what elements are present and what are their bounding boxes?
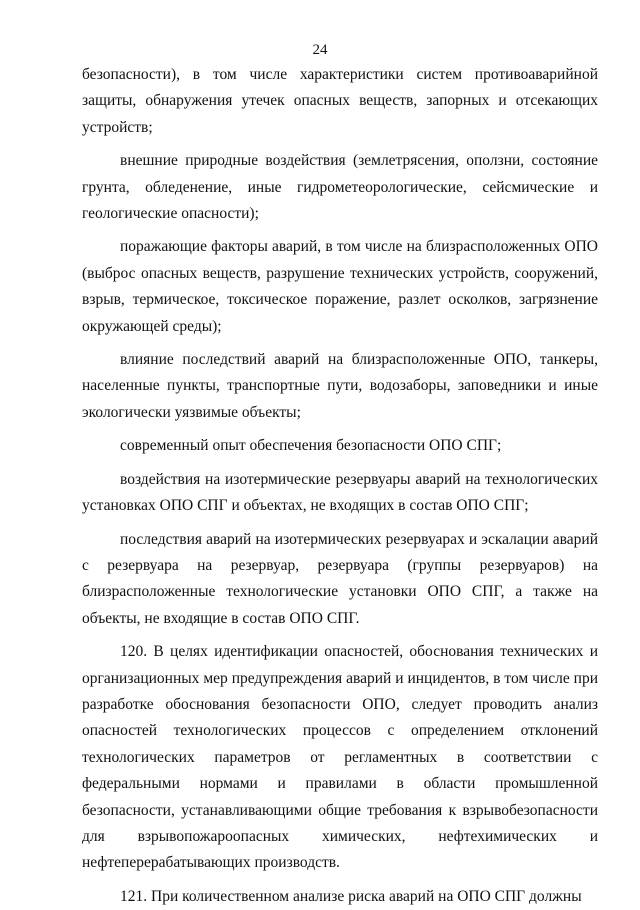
- paragraph-120: 120. В целях идентификации опасностей, обоснования технических и организационных мер предупреждения аварий и инцидентов, в том числе при разработке обоснования безопасности ОПО, следует проводить анализ опасностей технологических процессов с определением отклонений технологических параметров от регламентных в соответствии с федеральными нормами и правилами в области промышленной безопасности, устанавливающими общие требования к взрывобезопасности для взрывопожароопасных химических, нефтехимических и нефтеперерабатывающих производств.: [82, 643, 598, 872]
- paragraph-consequences-influence: влияние последствий аварий на близрасположенные ОПО, танкеры, населенные пункты, транспортные пути, водозаборы, заповедники и иные экологически уязвимые объекты;: [82, 351, 598, 421]
- paragraph-escalation: последствия аварий на изотермических резервуарах и эскалации аварий с резервуара на резервуар, резервуара (группы резервуаров) на близрасположенные технологические установки ОПО СПГ, а также на объекты, не входящие в состав ОПО СПГ.: [82, 530, 598, 627]
- paragraph-modern-experience: современный опыт обеспечения безопасности ОПО СПГ;: [120, 437, 502, 455]
- paragraph-continuation: безопасности), в том числе характеристики систем противоаварийной защиты, обнаружения утечек опасных веществ, запорных и отсекающих устройств;: [82, 66, 598, 136]
- paragraph-damage-factors: поражающие факторы аварий, в том числе на близрасположенных ОПО (выброс опасных веществ, разрушение технических устройств, сооружений, взрыв, термическое, токсическое поражение, разлет осколков, загрязнение окружающей среды);: [82, 238, 598, 335]
- paragraph-121: 121. При количественном анализе риска аварий на ОПО СПГ должны: [120, 887, 582, 905]
- page-number: 24: [312, 42, 328, 58]
- page-body: [82, 62, 598, 910]
- paragraph-tank-impacts: воздействия на изотермические резервуары аварий на технологических установках ОПО СПГ и объектах, не входящих в состав ОПО СПГ;: [82, 470, 598, 515]
- paragraph-natural-impacts: внешние природные воздействия (землетрясения, оползни, состояние грунта, обледенение, иные гидрометеорологические, сейсмические и геологические опасности);: [82, 152, 598, 223]
